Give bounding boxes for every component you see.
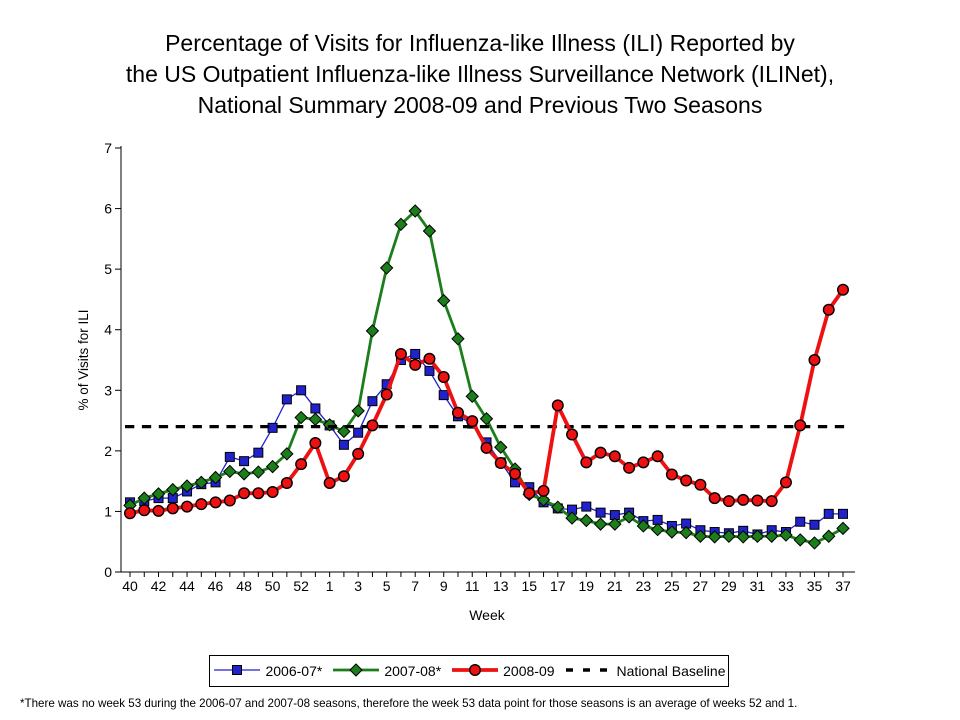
x-tick-label: 27 (692, 578, 709, 594)
x-tick-label: 9 (439, 578, 448, 594)
x-axis-title: Week (469, 607, 505, 623)
x-tick-label: 31 (749, 578, 766, 594)
x-tick-label: 33 (778, 578, 794, 594)
y-tick-label: 5 (104, 261, 112, 278)
y-tick-label: 1 (104, 503, 112, 520)
y-tick-label: 2 (104, 442, 112, 459)
legend-label-2006-07: 2006-07* (265, 663, 323, 679)
x-tick-label: 46 (207, 578, 224, 594)
x-tick-label: 40 (122, 578, 138, 594)
x-tick-label: 5 (382, 578, 391, 594)
x-tick-label: 50 (264, 578, 281, 594)
x-tick-label: 37 (835, 578, 851, 594)
legend-item-2008-09 (450, 662, 554, 681)
axis-ticks (115, 148, 843, 577)
x-tick-label: 17 (550, 578, 566, 594)
y-axis-title: % of Visits for ILI (76, 309, 91, 411)
footnote: *There was no week 53 during the 2006-07 and 2007-08 seasons, therefore the week 53 data point for those seasons is an average of weeks 52 and 1. (20, 697, 798, 710)
legend-swatch-2008-09 (450, 662, 500, 681)
y-tick-label: 4 (104, 321, 112, 338)
legend-item-2007-08 (331, 662, 441, 681)
legend-label-national-baseline: National Baseline (616, 663, 726, 679)
x-tick-label: 23 (635, 578, 652, 594)
x-tick-label: 3 (354, 578, 363, 594)
x-tick-label: 52 (293, 578, 309, 594)
x-tick-label: 44 (179, 578, 195, 594)
y-tick-label: 0 (104, 564, 112, 580)
series-2008-09 (125, 284, 849, 518)
legend-label-2008-09: 2008-09 (503, 663, 555, 679)
x-tick-label: 35 (806, 578, 823, 594)
x-tick-label: 29 (721, 578, 737, 594)
x-tick-label: 42 (150, 578, 167, 594)
y-tick-label: 6 (104, 200, 112, 217)
axes (121, 146, 855, 572)
y-tick-label: 7 (104, 140, 112, 157)
y-tick-label: 3 (104, 382, 112, 399)
x-tick-label: 19 (578, 578, 595, 594)
chart-title-line-1: Percentage of Visits for Influenza-like Illness (ILI) Reported by (165, 30, 795, 56)
x-tick-label: 11 (464, 578, 480, 594)
x-tick-label: 48 (236, 578, 252, 594)
x-tick-label: 25 (664, 578, 680, 594)
legend-label-2007-08: 2007-08* (384, 663, 442, 679)
x-tick-label: 15 (521, 578, 538, 594)
legend-swatch-national-baseline (564, 662, 614, 681)
legend-item-national-baseline (564, 662, 726, 681)
chart-title-line-2: the US Outpatient Influenza-like Illness Surveillance Network (ILINet), (125, 61, 835, 87)
x-tick-label: 21 (607, 578, 623, 594)
legend-swatch-2006-07 (212, 662, 262, 681)
x-tick-label: 7 (411, 578, 420, 594)
legend-swatch-2007-08 (331, 662, 381, 681)
legend-item-2006-07 (212, 662, 322, 681)
x-tick-label: 1 (325, 578, 334, 594)
x-tick-label: 13 (492, 578, 509, 594)
chart-title-line-3: National Summary 2008-09 and Previous Two Seasons (197, 92, 763, 118)
chart-legend (209, 655, 729, 687)
